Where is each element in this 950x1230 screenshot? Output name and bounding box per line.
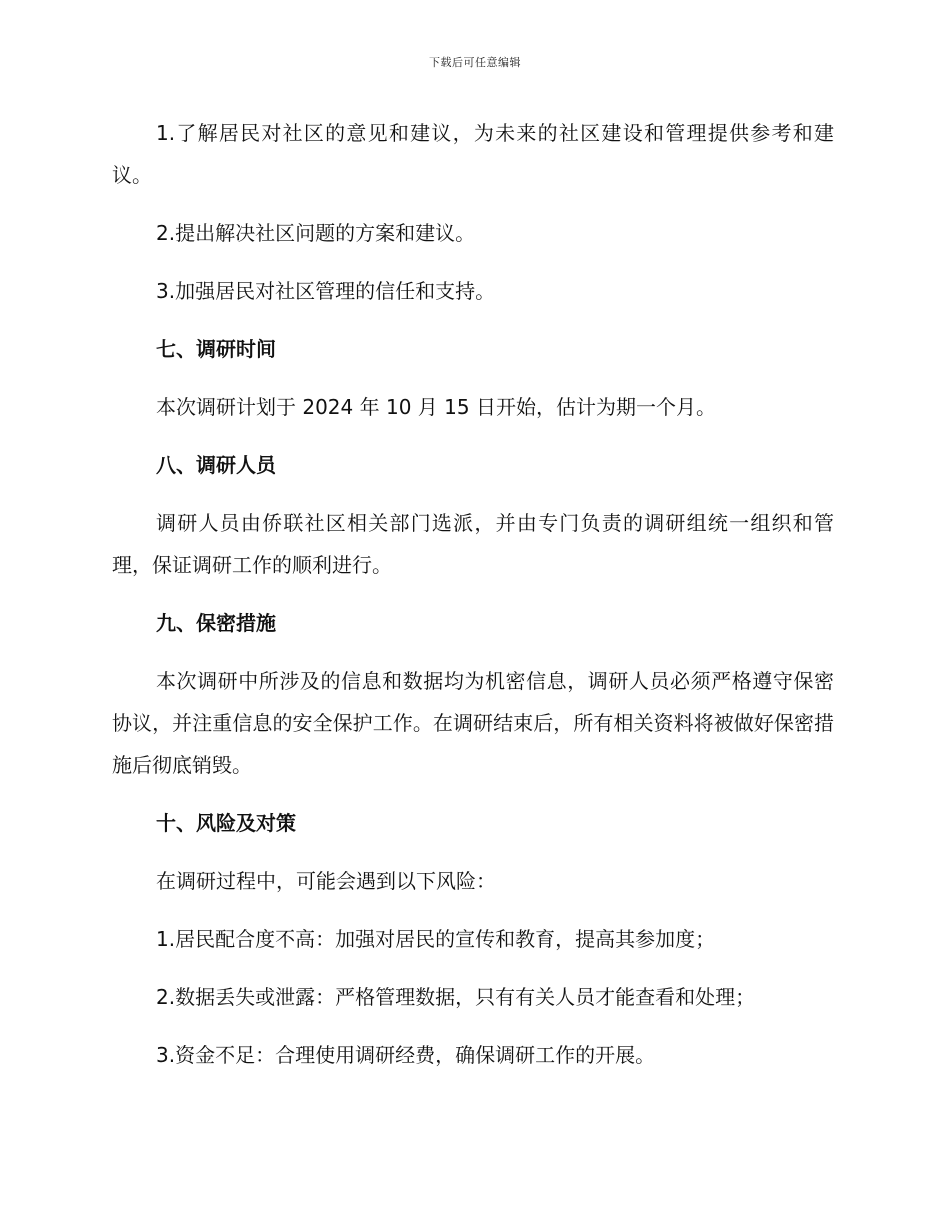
section-heading-schedule: 七、调研时间: [156, 337, 276, 361]
personnel-paragraph: 调研人员由侨联社区相关部门选派，并由专门负责的调研组统一组织和管理，保证调研工作的顺利进行。: [112, 511, 834, 577]
section-heading-risks: 十、风险及对策: [156, 811, 296, 835]
section-heading-personnel: 八、调研人员: [156, 453, 276, 477]
document-body: [112, 112, 834, 1092]
risk-item-1: 1.居民配合度不高：加强对居民的宣传和教育，提高其参加度；: [156, 927, 716, 951]
risks-intro: 在调研过程中，可能会遇到以下风险：: [156, 869, 496, 893]
section-heading-confidentiality: 九、保密措施: [156, 611, 276, 635]
risk-item-3: 3.资金不足：合理使用调研经费，确保调研工作的开展。: [156, 1043, 656, 1067]
objective-item-1: 1.了解居民对社区的意见和建议，为未来的社区建设和管理提供参考和建议。: [112, 121, 834, 187]
schedule-paragraph: 本次调研计划于 2024 年 10 月 15 日开始，估计为期一个月。: [156, 395, 716, 419]
risk-item-2: 2.数据丢失或泄露：严格管理数据，只有有关人员才能查看和处理；: [156, 985, 756, 1009]
confidentiality-paragraph: 本次调研中所涉及的信息和数据均为机密信息，调研人员必须严格遵守保密协议，并注重信息的安全保护工作。在调研结束后，所有相关资料将被做好保密措施后彻底销毁。: [112, 669, 834, 777]
objective-item-3: 3.加强居民对社区管理的信任和支持。: [156, 279, 496, 303]
objective-item-2: 2.提出解决社区问题的方案和建议。: [156, 221, 476, 245]
page-header-note: 下载后可任意编辑: [429, 56, 521, 69]
